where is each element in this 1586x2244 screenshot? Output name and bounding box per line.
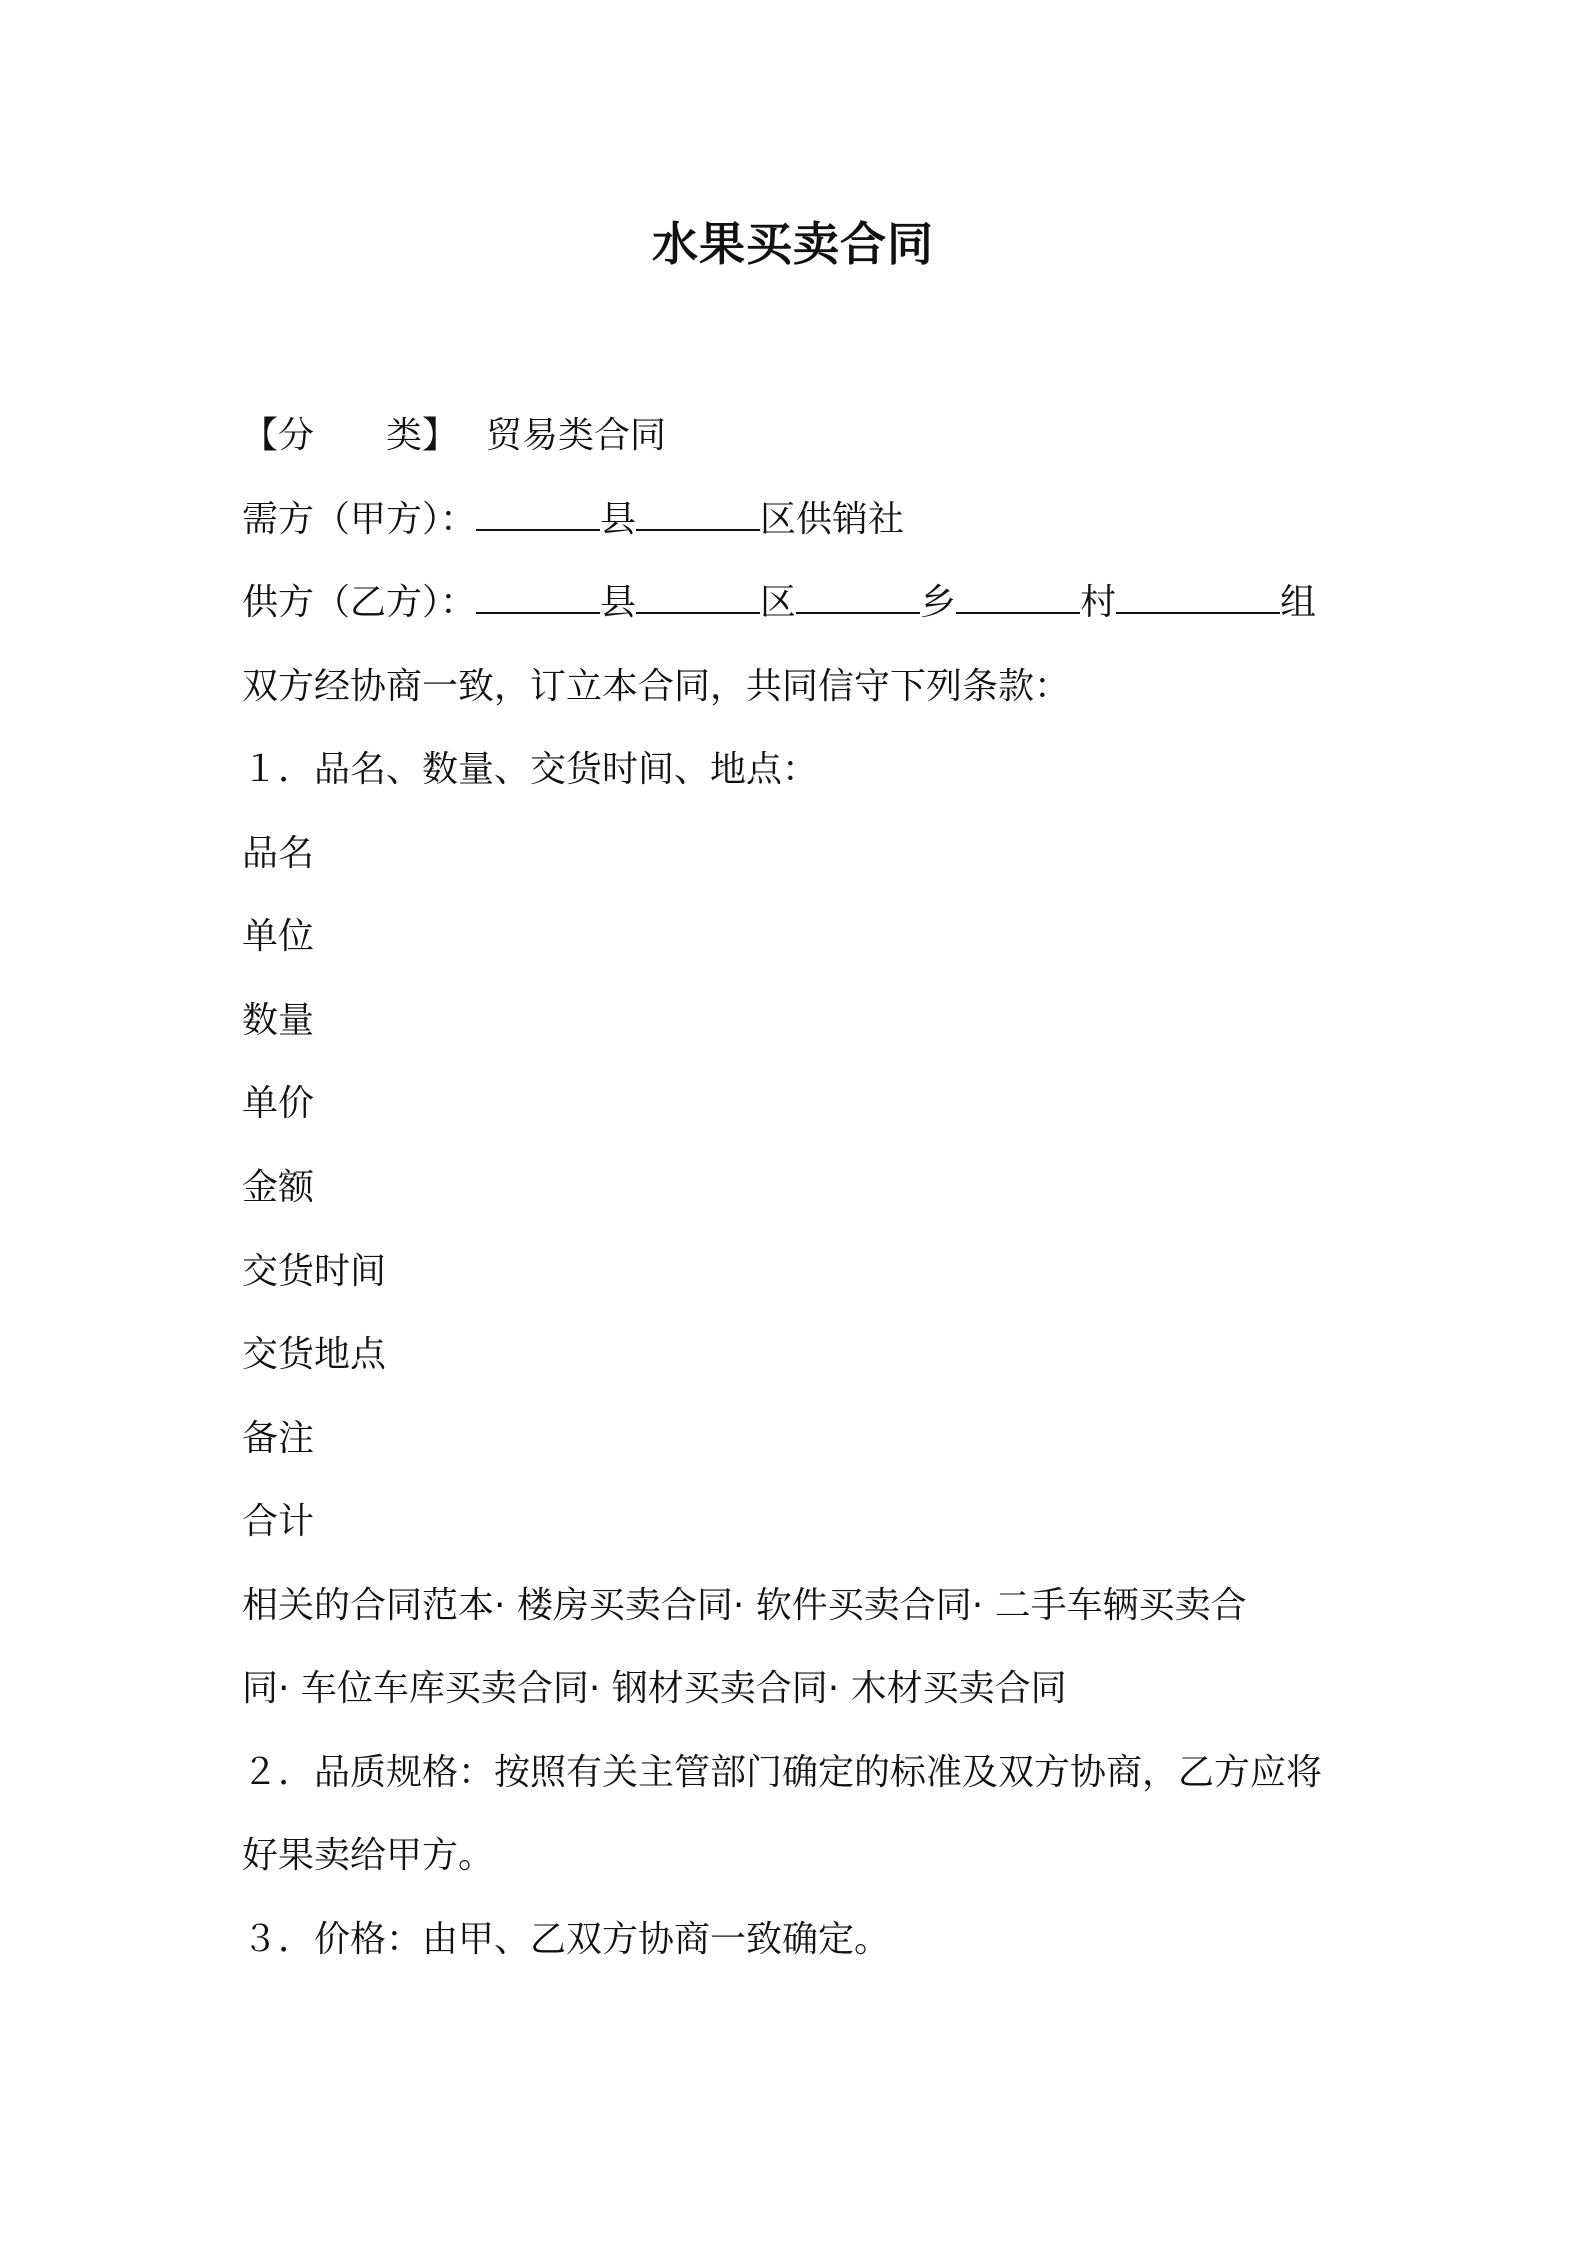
field-unit-price: 单价 [242,1083,315,1124]
page-title: 水果买卖合同 [652,217,934,271]
buyer-district-suffix: 区供销社 [760,499,905,540]
buyer-county-blank[interactable] [476,497,600,531]
field-delivery-place: 交货地点 [242,1334,387,1375]
seller-township-suffix: 乡 [920,582,957,623]
category-value: 贸易类合同 [486,415,667,456]
buyer-district-blank[interactable] [636,497,760,531]
buyer-line [242,496,904,544]
seller-district-suffix: 区 [760,582,797,623]
field-quantity: 数量 [242,1000,315,1041]
field-total: 合计 [242,1501,315,1542]
seller-county-blank[interactable] [476,580,600,614]
buyer-label: 需方（甲方）： [242,499,477,540]
category-line [242,412,666,460]
category-label: 【分 类】 [242,415,459,456]
related-templates-line-1: 相关的合同范本· 楼房买卖合同· 软件买卖合同· 二手车辆买卖合 [242,1585,1247,1626]
seller-village-suffix: 村 [1080,582,1117,623]
seller-county-suffix: 县 [600,582,637,623]
field-remarks: 备注 [242,1418,315,1459]
field-unit: 单位 [242,916,315,957]
field-delivery-time: 交货时间 [242,1251,387,1292]
related-templates-line-2: 同· 车位车库买卖合同· 钢材买卖合同· 木材买卖合同 [242,1668,1067,1709]
seller-label: 供方（乙方）： [242,582,477,623]
clause-2-line-2: 好果卖给甲方。 [242,1835,495,1876]
field-amount: 金额 [242,1167,315,1208]
seller-district-blank[interactable] [636,580,760,614]
field-product-name: 品名 [242,833,315,874]
intro-text: 双方经协商一致，订立本合同，共同信守下列条款： [242,666,1071,707]
clause-1-heading: １．品名、数量、交货时间、地点： [242,749,819,790]
clause-2-line-1: ２．品质规格：按照有关主管部门确定的标准及双方协商，乙方应将 [242,1752,1323,1793]
seller-village-blank[interactable] [956,580,1080,614]
seller-line [242,579,1316,627]
seller-township-blank[interactable] [796,580,920,614]
seller-group-suffix: 组 [1280,582,1317,623]
buyer-county-suffix: 县 [600,499,637,540]
clause-3: ３．价格：由甲、乙双方协商一致确定。 [242,1919,891,1960]
seller-group-blank[interactable] [1116,580,1280,614]
